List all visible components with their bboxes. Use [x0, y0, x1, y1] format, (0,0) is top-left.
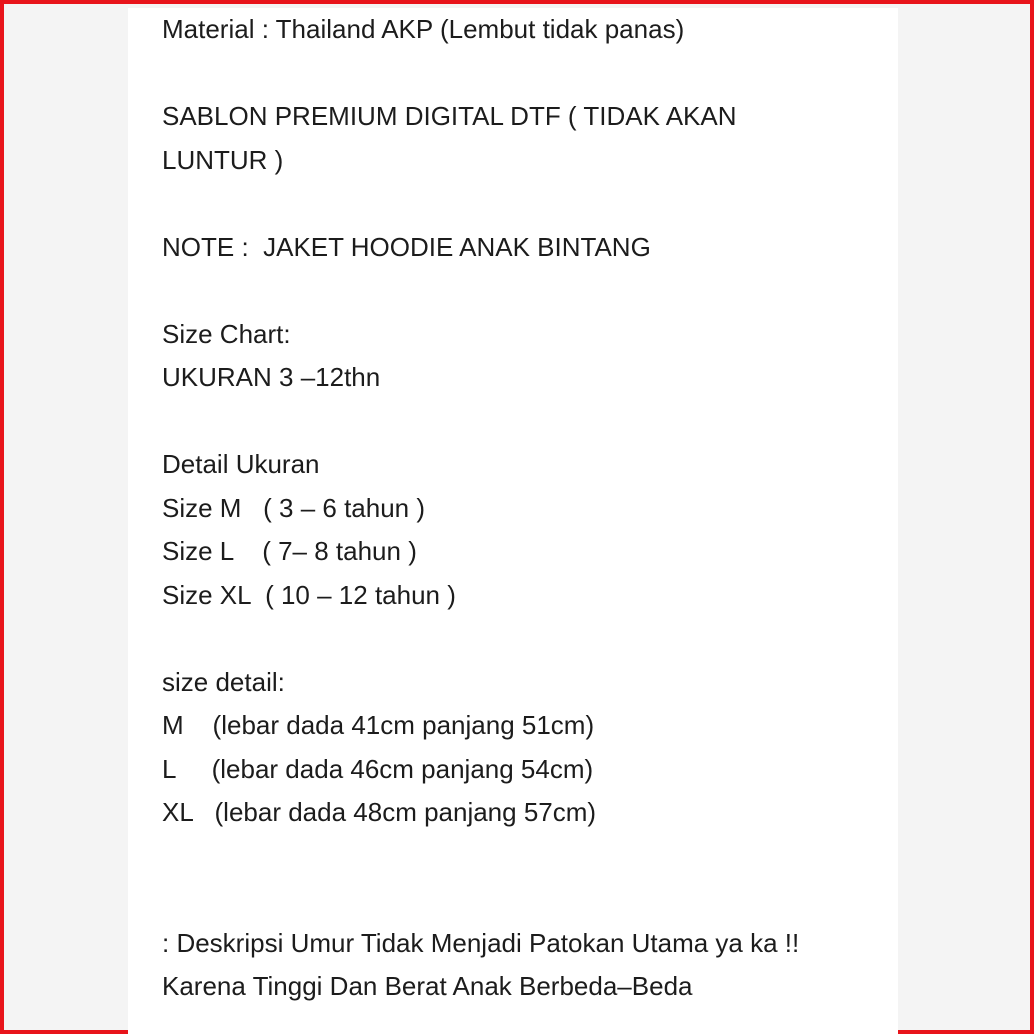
- sablon-line-1: SABLON PREMIUM DIGITAL DTF ( TIDAK AKAN: [162, 101, 737, 131]
- spacer: [162, 182, 882, 226]
- spacer: [162, 400, 882, 444]
- size-chart-range: UKURAN 3 –12thn: [162, 362, 381, 392]
- detail-ukuran-item-xl: Size XL ( 10 – 12 tahun ): [162, 579, 456, 610]
- spacer: [162, 617, 882, 661]
- detail-ukuran-heading: Detail Ukuran: [162, 449, 320, 479]
- material-line: Material : Thailand AKP (Lembut tidak panas): [162, 14, 685, 44]
- size-detail-heading: size detail:: [162, 666, 285, 697]
- size-detail-item-xl: XL (lebar dada 48cm panjang 57cm): [162, 797, 597, 827]
- note-line: NOTE : JAKET HOODIE ANAK BINTANG: [162, 231, 651, 262]
- detail-ukuran-item-m: Size M ( 3 – 6 tahun ): [162, 492, 426, 523]
- disclaimer-line-1: : Deskripsi Umur Tidak Menjadi Patokan Utama ya ka !!: [162, 927, 800, 958]
- detail-ukuran-item-l: Size L ( 7– 8 tahun ): [162, 536, 417, 566]
- size-chart-heading: Size Chart:: [162, 318, 291, 349]
- spacer: [162, 52, 882, 96]
- sablon-line-2: LUNTUR ): [162, 144, 284, 175]
- size-detail-item-l: L (lebar dada 46cm panjang 54cm): [162, 753, 594, 784]
- disclaimer-line-2: Karena Tinggi Dan Berat Anak Berbeda–Beda: [162, 971, 693, 1001]
- product-description: [162, 8, 882, 1009]
- spacer: [162, 835, 882, 922]
- size-detail-item-m: M (lebar dada 41cm panjang 51cm): [162, 710, 595, 740]
- spacer: [162, 269, 882, 313]
